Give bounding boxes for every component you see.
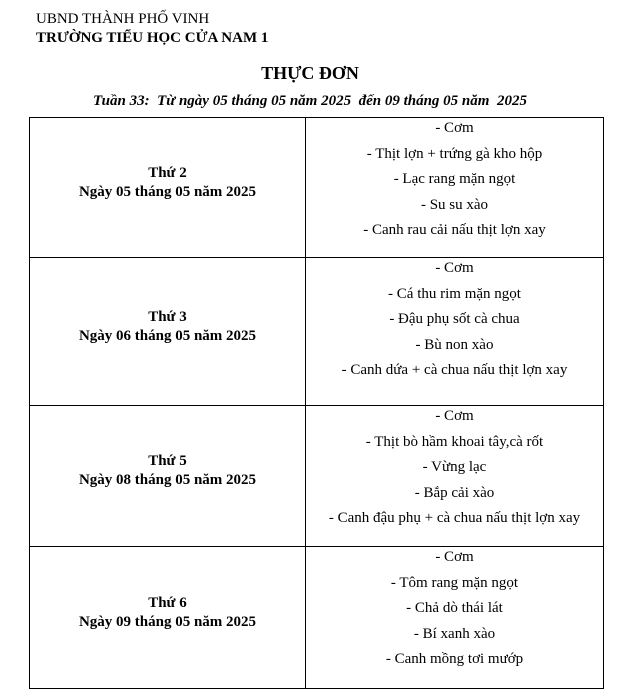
- day-date: Ngày 05 tháng 05 năm 2025: [78, 183, 257, 200]
- menu-row-tuesday: [30, 258, 604, 406]
- dish-item: - Cá thu rim mặn ngọt: [388, 285, 521, 302]
- dish-item: - Cơm: [435, 408, 474, 424]
- dish-item: - Canh đậu phụ + cà chua nấu thịt lợn xay: [328, 510, 581, 527]
- day-cell: [30, 406, 306, 547]
- menu-row-monday: [30, 118, 604, 258]
- dish-item: - Canh mồng tơi mướp: [385, 651, 524, 668]
- dish-item: - Bắp cải xào: [414, 484, 495, 501]
- document-title: THỰC ĐƠN: [261, 63, 359, 83]
- day-name: Thứ 5: [148, 453, 187, 469]
- dish-item: - Cơm: [435, 260, 474, 276]
- day-date: Ngày 09 tháng 05 năm 2025: [78, 613, 257, 630]
- dish-item: - Đậu phụ sốt cà chua: [389, 311, 520, 328]
- dish-item: - Thịt lợn + trứng gà kho hộp: [366, 145, 543, 162]
- day-cell: [30, 547, 306, 689]
- day-cell: [30, 258, 306, 406]
- day-date: Ngày 06 tháng 05 năm 2025: [78, 327, 257, 344]
- dish-list: [306, 547, 604, 689]
- dish-item: - Thịt bò hầm khoai tây,cà rốt: [365, 433, 544, 450]
- dish-item: - Vừng lạc: [422, 459, 487, 476]
- dish-item: - Chả dò thái lát: [406, 600, 503, 617]
- dish-list: [306, 406, 604, 547]
- dish-item: - Cơm: [435, 549, 474, 565]
- dish-list: [306, 118, 604, 258]
- day-name: Thứ 6: [148, 594, 187, 611]
- dish-item: - Cơm: [435, 120, 474, 136]
- day-cell: [30, 118, 306, 258]
- week-range-subtitle: Tuần 33: Từ ngày 05 tháng 05 năm 2025 đến 09 tháng 05 năm 2025: [93, 93, 527, 109]
- day-date: Ngày 08 tháng 05 năm 2025: [78, 472, 257, 488]
- day-name: Thứ 2: [148, 164, 187, 181]
- dish-item: - Su su xào: [420, 196, 489, 213]
- dish-item: - Canh rau cải nấu thịt lợn xay: [363, 222, 546, 239]
- dish-item: - Lạc rang mặn ngọt: [393, 171, 516, 188]
- dish-item: - Bù non xào: [415, 336, 494, 353]
- day-name: Thứ 3: [148, 308, 187, 325]
- dish-item: - Tôm rang mặn ngọt: [390, 574, 519, 591]
- dish-list: [306, 258, 604, 406]
- menu-table: [29, 117, 604, 689]
- school-name: TRƯỜNG TIỂU HỌC CỬA NAM 1: [36, 30, 269, 46]
- dish-item: - Bí xanh xào: [413, 625, 496, 642]
- menu-row-thursday: [30, 406, 604, 547]
- menu-row-friday: [30, 547, 604, 689]
- dish-item: - Canh dứa + cà chua nấu thịt lợn xay: [341, 362, 568, 379]
- organization-name: UBND THÀNH PHỐ VINH: [36, 11, 210, 27]
